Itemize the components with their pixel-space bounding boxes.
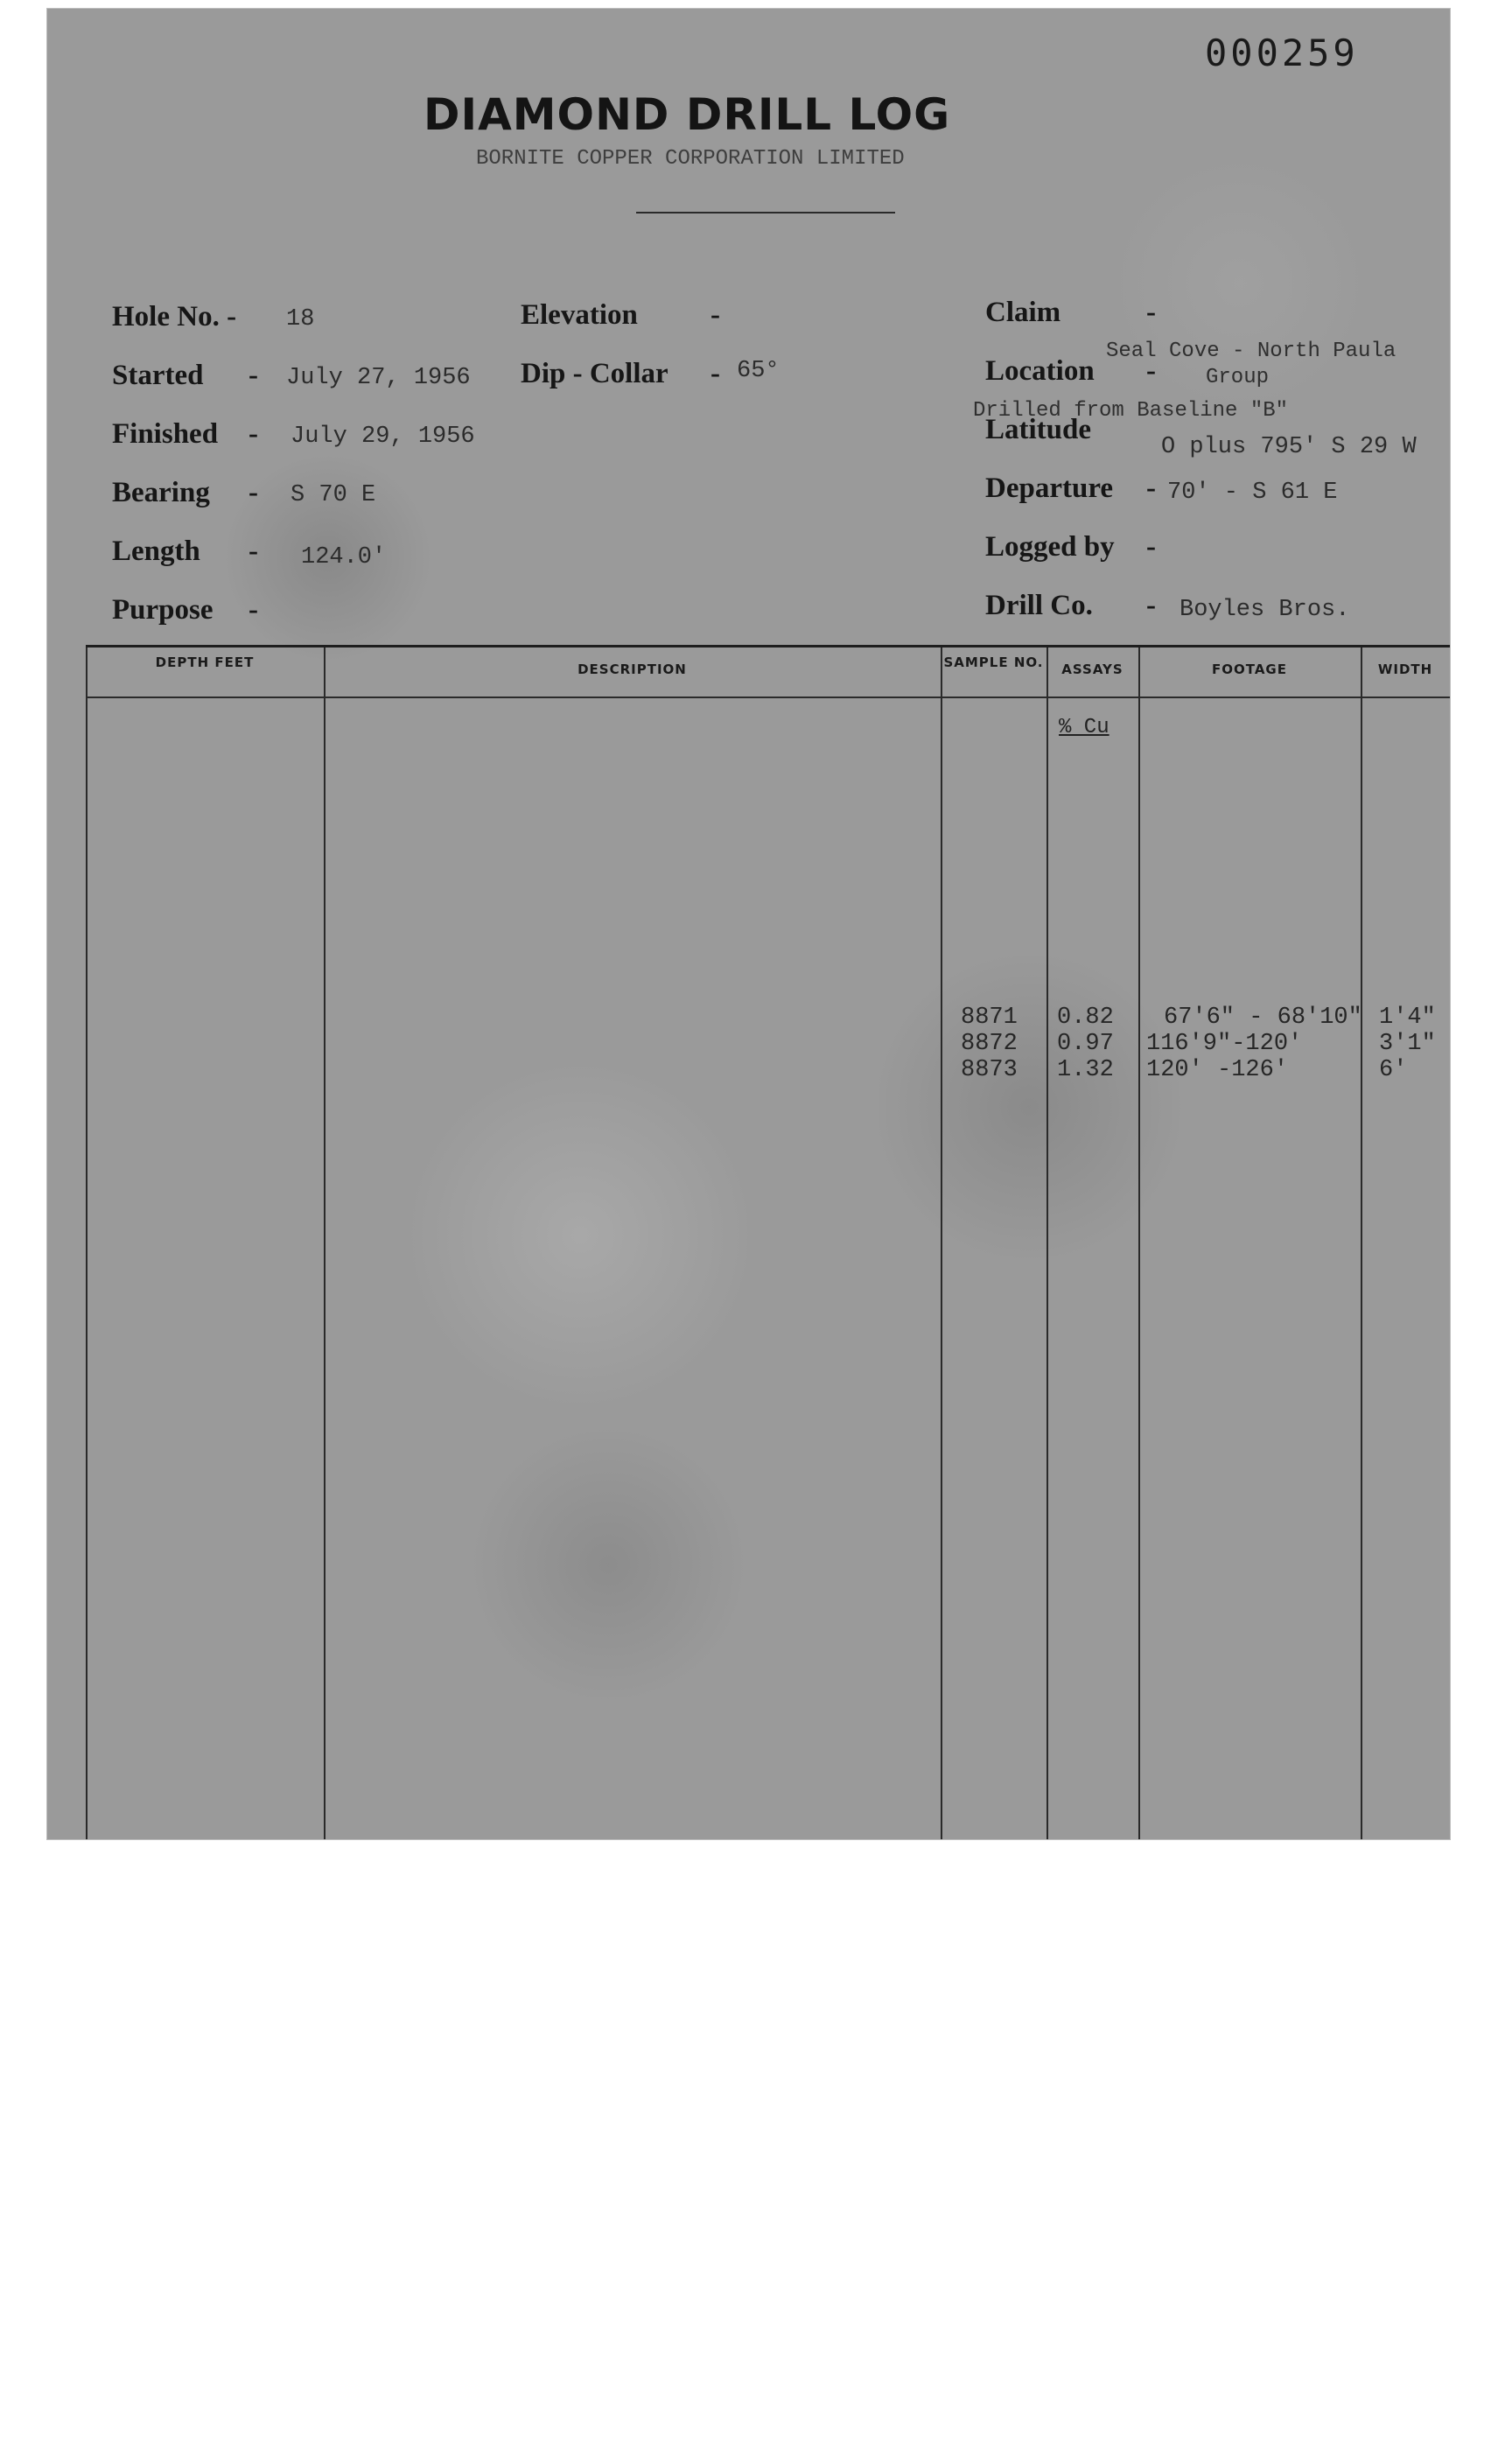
col-divider-sample <box>1046 648 1048 1839</box>
col-divider-depth <box>324 648 326 1839</box>
drilled-from: Drilled from Baseline "B" <box>973 399 1289 423</box>
header-footage: FOOTAGE <box>1212 662 1287 677</box>
departure-label: Departure <box>985 472 1114 504</box>
dip-collar-value: 65° <box>737 358 780 384</box>
col-divider-assays <box>1138 648 1140 1839</box>
table-row-1-width: 1'4" <box>1379 1004 1436 1031</box>
header-width: WIDTH <box>1377 662 1433 677</box>
table-row-2-footage: 116'9"-120' <box>1146 1031 1303 1057</box>
location-value-line2: Group <box>1206 366 1270 389</box>
length-dash: - <box>248 536 258 567</box>
claim-label: Claim <box>985 297 1061 328</box>
table-border-left <box>86 648 88 1839</box>
bearing-dash: - <box>248 477 258 508</box>
location-label: Location <box>985 355 1095 387</box>
location-dash: - <box>1146 355 1156 387</box>
finished-label: Finished <box>112 418 219 450</box>
elevation-dash: - <box>710 299 720 331</box>
header-bottom-rule <box>86 696 1450 698</box>
latitude-value: O plus 795' S 29 W <box>1161 434 1417 460</box>
logged-by-label: Logged by <box>985 531 1115 563</box>
table-row-1-assay: 0.82 <box>1057 1004 1114 1031</box>
length-label: Length <box>112 536 200 567</box>
finished-dash: - <box>248 418 258 450</box>
table-row-3-assay: 1.32 <box>1057 1057 1114 1083</box>
header-assays: ASSAYS <box>1061 662 1124 677</box>
table-row-2-sample: 8872 <box>961 1031 1018 1057</box>
bearing-value: S 70 E <box>290 482 376 508</box>
bearing-label: Bearing <box>112 477 210 508</box>
document-page <box>47 9 1450 1839</box>
table-row-3-footage: 120' -126' <box>1146 1057 1289 1083</box>
col-divider-description <box>941 648 942 1839</box>
length-value: 124.0' <box>301 544 387 570</box>
dip-collar-label: Dip - Collar <box>521 358 668 389</box>
elevation-label: Elevation <box>521 299 638 331</box>
latitude-label: Latitude <box>985 414 1092 445</box>
drill-co-value: Boyles Bros. <box>1180 597 1350 623</box>
title-rule <box>636 212 895 214</box>
started-value: July 27, 1956 <box>286 365 471 391</box>
company-name: BORNITE COPPER CORPORATION LIMITED <box>476 147 905 171</box>
header-sample-no: SAMPLE NO. <box>943 654 1044 670</box>
purpose-label: Purpose <box>112 594 214 626</box>
purpose-dash: - <box>248 594 258 626</box>
dip-collar-dash: - <box>710 358 720 389</box>
started-label: Started <box>112 360 204 391</box>
claim-dash: - <box>1146 297 1156 328</box>
table-row-3-sample: 8873 <box>961 1057 1018 1083</box>
table-row-3-width: 6' <box>1379 1057 1408 1083</box>
document-title: DIAMOND DRILL LOG <box>424 89 951 140</box>
document-number: 000259 <box>1205 32 1359 74</box>
table-row-1-sample: 8871 <box>961 1004 1018 1031</box>
table-row-2-assay: 0.97 <box>1057 1031 1114 1057</box>
started-dash: - <box>248 360 258 391</box>
header-depth: DEPTH FEET <box>155 654 255 670</box>
table-row-1-footage: 67'6" - 68'10" <box>1164 1004 1362 1031</box>
assay-unit: % Cu <box>1059 716 1110 739</box>
drill-log-table <box>86 645 1450 1839</box>
finished-value: July 29, 1956 <box>290 424 475 450</box>
drill-co-label: Drill Co. <box>985 590 1093 621</box>
hole-no-label: Hole No. - <box>112 301 237 332</box>
departure-value: 70' - S 61 E <box>1167 480 1338 506</box>
hole-no-value: 18 <box>286 306 315 332</box>
col-divider-footage <box>1361 648 1362 1839</box>
header-description: DESCRIPTION <box>578 662 687 677</box>
location-value-line1: Seal Cove - North Paula <box>1106 340 1396 363</box>
drill-co-dash: - <box>1146 590 1156 621</box>
table-row-2-width: 3'1" <box>1379 1031 1436 1057</box>
departure-dash: - <box>1146 472 1156 504</box>
logged-by-dash: - <box>1146 531 1156 563</box>
